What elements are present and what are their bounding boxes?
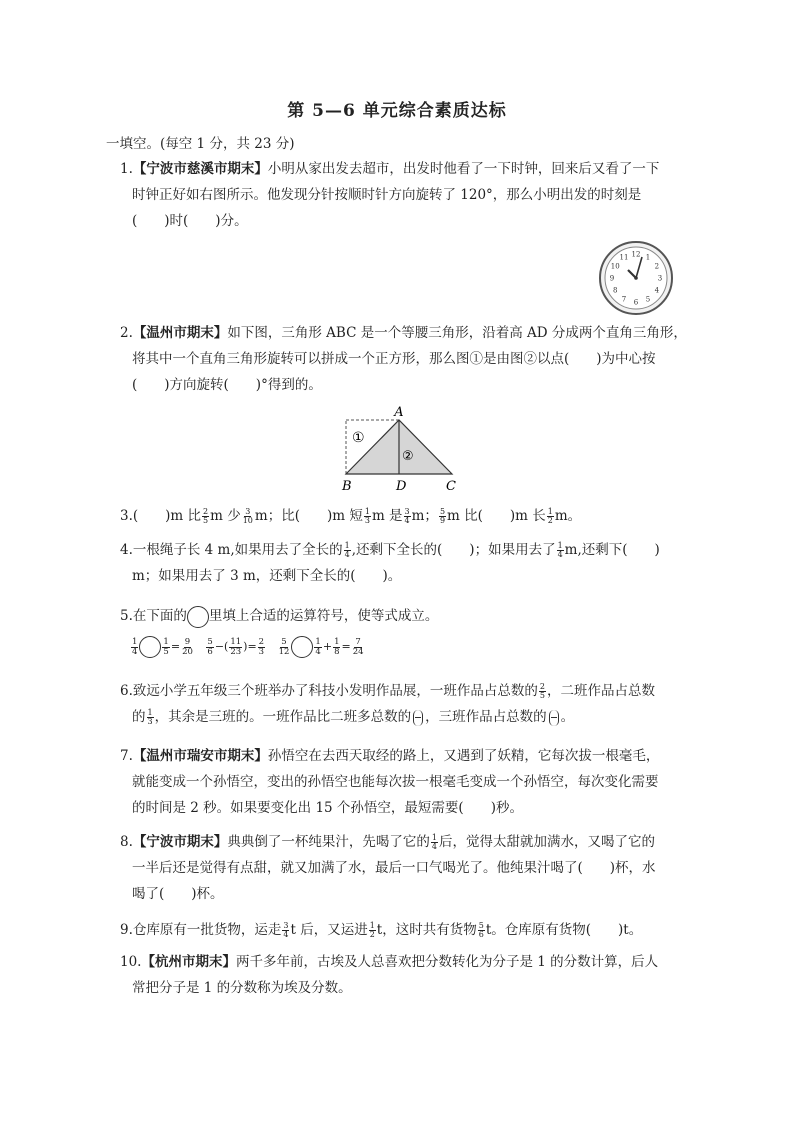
fraction: $\frac{1}{2}$ bbox=[369, 921, 375, 939]
question-text: 小明从家出发去超市，出发时他看了一下时钟，回来后又看了一下 bbox=[267, 161, 660, 177]
fraction: $\frac{1}{2}$ bbox=[547, 507, 553, 525]
question-text: m。 bbox=[554, 508, 582, 524]
question-text: 就能变成一个孙悟空，变出的孙悟空也能每次拔一根毫毛变成一个孙悟空，每次变化需要 bbox=[132, 774, 659, 790]
question-text: m； bbox=[411, 508, 438, 524]
label-a: A bbox=[394, 405, 404, 420]
question-text: t 后，又运进 bbox=[290, 922, 368, 938]
question-4 bbox=[120, 537, 680, 589]
region-2-label: ② bbox=[402, 449, 414, 464]
question-text: m；如果用去了 3 m，还剩下全长的( )。 bbox=[132, 568, 402, 584]
fraction: $\frac{3}{4}$ bbox=[283, 921, 289, 939]
question-text: 。 bbox=[560, 709, 575, 725]
clock-numeral: 3 bbox=[657, 274, 663, 283]
question-text: 将其中一个直角三角形旋转可以拼成一个正方形，那么图①是由图②以点( )为中心按 bbox=[132, 351, 656, 367]
question-text: 仓库原有一批货物，运走 bbox=[132, 922, 282, 938]
fraction: $\frac{2}{5}$ bbox=[203, 507, 209, 525]
clock-numeral: 10 bbox=[610, 262, 620, 271]
fraction: $\frac{1}{4}$ bbox=[344, 541, 350, 559]
question-text: 如下图，三角形 ABC 是一个等腰三角形，沿着高 AD 分成两个直角三角形， bbox=[227, 325, 687, 341]
section-heading: 一填空。(每空 1 分，共 23 分) bbox=[106, 136, 295, 152]
question-3 bbox=[120, 503, 680, 529]
fraction: $\frac{2}{5}$ bbox=[539, 682, 545, 700]
clock-numeral: 1 bbox=[645, 253, 651, 262]
triangle-figure bbox=[334, 404, 464, 494]
label-c: C bbox=[446, 479, 456, 494]
question-9 bbox=[120, 917, 680, 943]
question-2 bbox=[120, 320, 687, 398]
question-text: ,还剩下全长的( )；如果用去了 bbox=[351, 542, 556, 558]
question-number: 10. bbox=[120, 954, 142, 970]
clock-numeral: 6 bbox=[633, 298, 639, 307]
question-text: 时钟正好如右图所示。他发现分针按顺时针方向旋转了 120°，那么小明出发的时刻是 bbox=[132, 187, 642, 203]
question-text: ( )时( )分。 bbox=[132, 213, 248, 229]
question-source: 【杭州市期末】 bbox=[141, 954, 236, 970]
question-text: ( )方向旋转( )°得到的。 bbox=[132, 377, 322, 393]
question-text: ，二班作品占总数 bbox=[546, 683, 655, 699]
question-text: m 比( )m 长 bbox=[447, 508, 546, 524]
question-number: 7. bbox=[120, 748, 133, 764]
question-text: m,还剩下( ) bbox=[564, 542, 660, 558]
operator-circle[interactable] bbox=[139, 636, 161, 658]
operator-circle[interactable] bbox=[187, 606, 209, 628]
question-10 bbox=[120, 949, 680, 1001]
question-source: 【温州市瑞安市期末】 bbox=[132, 748, 268, 764]
question-6 bbox=[120, 678, 680, 730]
question-number: 5. bbox=[120, 608, 133, 624]
question-text: m 少 bbox=[210, 508, 241, 524]
question-number: 8. bbox=[120, 834, 133, 850]
question-text: 两千多年前，古埃及人总喜欢把分数转化为分子是 1 的分数计算，后人 bbox=[235, 954, 659, 970]
question-text: ，其余是三班的。一班作品比二班多总数的 bbox=[154, 709, 412, 725]
question-text: 的时间是 2 秒。如果要变化出 15 个孙悟空，最短需要( )秒。 bbox=[132, 800, 523, 816]
region-1-label: ① bbox=[352, 430, 365, 446]
question-number: 2. bbox=[120, 325, 133, 341]
question-number: 1. bbox=[120, 161, 133, 177]
question-7 bbox=[120, 743, 680, 821]
clock-numeral: 2 bbox=[654, 262, 660, 271]
fraction-blank[interactable] bbox=[413, 710, 423, 726]
question-source: 【温州市期末】 bbox=[132, 325, 228, 341]
question-text: t。仓库原有货物( )t。 bbox=[485, 922, 643, 938]
question-text: 典典倒了一杯纯果汁，先喝了它的 bbox=[227, 834, 430, 850]
question-number: 3. bbox=[120, 508, 133, 524]
fraction: $\frac{1}{3}$ bbox=[147, 708, 153, 726]
question-text: 常把分子是 1 的分数称为埃及分数。 bbox=[132, 980, 352, 996]
clock-figure bbox=[598, 240, 674, 316]
question-source: 【宁波市期末】 bbox=[132, 834, 228, 850]
question-text: 在下面的 bbox=[132, 608, 187, 624]
question-source: 【宁波市慈溪市期末】 bbox=[132, 161, 268, 177]
fraction: $\frac{3}{4}$ bbox=[404, 507, 410, 525]
question-text: m 是 bbox=[371, 508, 403, 524]
fraction: $\frac{3}{10}$ bbox=[242, 507, 253, 525]
question-5 bbox=[120, 603, 680, 629]
question-text: 喝了( )杯。 bbox=[132, 886, 224, 902]
question-text: 里填上合适的运算符号，使等式成立。 bbox=[208, 608, 439, 624]
clock-numeral: 9 bbox=[609, 274, 615, 283]
clock-numeral: 5 bbox=[645, 295, 651, 304]
question-text: ，三班作品占总数的 bbox=[425, 709, 547, 725]
label-b: B bbox=[342, 479, 352, 494]
question-number: 9. bbox=[120, 922, 133, 938]
question-text: 一根绳子长 4 m,如果用去了全长的 bbox=[132, 542, 343, 558]
fraction: $\frac{1}{4}$ bbox=[431, 833, 437, 851]
question-text: m；比( )m 短 bbox=[254, 508, 363, 524]
question-text: 的 bbox=[132, 709, 146, 725]
clock-numeral: 12 bbox=[631, 250, 641, 259]
question-text: 孙悟空在去西天取经的路上，又遇到了妖精，它每次拔一根毫毛， bbox=[267, 748, 660, 764]
fraction: $\frac{5}{6}$ bbox=[478, 921, 484, 939]
question-text: t，这时共有货物 bbox=[376, 922, 477, 938]
question-text: 后，觉得太甜就加满水，又喝了它的 bbox=[438, 834, 655, 850]
question-text: ( )m 比 bbox=[132, 508, 202, 524]
fraction: $\frac{1}{4}$ bbox=[557, 541, 563, 559]
fraction-blank[interactable] bbox=[549, 710, 559, 726]
question-text: 一半后还是觉得有点甜，就又加满了水，最后一口气喝光了。他纯果汁喝了( )杯，水 bbox=[132, 860, 656, 876]
equations-row: $\frac{1}{4}$ $\frac{1}{5}$ = $\frac{9}{20}$ $\frac{5}{6}$ −( $\frac{11}{23}$ )= $\frac{2}{3}$ $\frac{5}{12}$ $\frac{1}{4}$ + $\frac{1}{8}$ = $\frac{7}{24}$ bbox=[132, 636, 364, 657]
question-8 bbox=[120, 829, 680, 907]
question-number: 6. bbox=[120, 683, 133, 699]
question-text: 致远小学五年级三个班举办了科技小发明作品展，一班作品占总数的 bbox=[132, 683, 538, 699]
label-d: D bbox=[396, 479, 407, 494]
question-number: 4. bbox=[120, 542, 133, 558]
clock-numeral: 8 bbox=[612, 286, 618, 295]
fraction: $\frac{5}{9}$ bbox=[439, 507, 446, 525]
fraction: $\frac{1}{3}$ bbox=[364, 507, 370, 525]
clock-numeral: 11 bbox=[619, 253, 629, 262]
page-title: 第 5—6 单元综合素质达标 bbox=[287, 101, 507, 121]
question-1 bbox=[120, 156, 680, 234]
clock-numeral: 7 bbox=[621, 295, 627, 304]
clock-numeral: 4 bbox=[654, 286, 660, 295]
operator-circle[interactable] bbox=[291, 636, 313, 658]
